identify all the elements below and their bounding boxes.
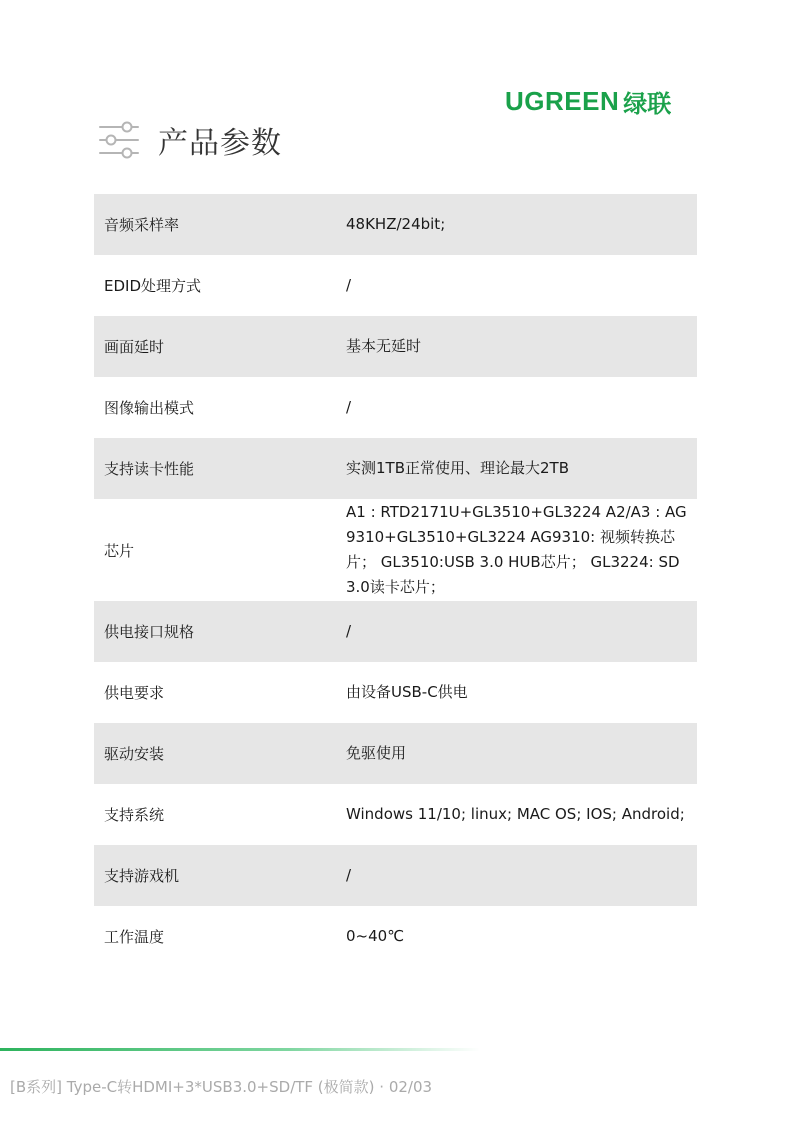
spec-value: / xyxy=(346,866,352,884)
filter-sliders-icon xyxy=(98,120,140,160)
spec-label: 供电接口规格 xyxy=(104,623,195,641)
spec-row-power-requirement xyxy=(94,662,697,723)
spec-value: Windows 11/10; linux; MAC OS; IOS; Android; xyxy=(346,805,685,823)
spec-row-output-mode xyxy=(94,377,697,438)
section-header xyxy=(98,118,282,162)
spec-value: 实测1TB正常使用、理论最大2TB xyxy=(346,459,569,477)
logo-text-en: UGREEN xyxy=(505,86,620,116)
spec-row-temperature xyxy=(94,906,697,967)
logo-text-cn: 绿联 xyxy=(623,90,672,118)
spec-label: EDID处理方式 xyxy=(104,277,202,295)
spec-row-driver xyxy=(94,723,697,784)
spec-label: 音频采样率 xyxy=(104,216,180,234)
spec-row-power-port xyxy=(94,601,697,662)
spec-row-edid xyxy=(94,255,697,316)
spec-label: 工作温度 xyxy=(104,928,165,946)
ugreen-logo xyxy=(505,84,671,119)
spec-label: 芯片 xyxy=(104,541,135,560)
page-title: 产品参数 xyxy=(158,126,282,161)
spec-value: 48KHZ/24bit; xyxy=(346,215,446,233)
spec-label: 驱动安装 xyxy=(104,745,165,763)
spec-value: 由设备USB-C供电 xyxy=(346,683,468,701)
spec-label: 支持游戏机 xyxy=(104,867,180,885)
spec-value: / xyxy=(346,398,352,416)
spec-row-latency xyxy=(94,316,697,377)
spec-value: 免驱使用 xyxy=(346,744,407,762)
spec-value: / xyxy=(346,622,352,640)
spec-row-game-console xyxy=(94,845,697,906)
spec-value: 0~40℃ xyxy=(346,927,405,945)
spec-label: 供电要求 xyxy=(104,684,165,702)
spec-label: 画面延时 xyxy=(104,338,165,356)
spec-value: / xyxy=(346,276,352,294)
spec-label: 支持系统 xyxy=(104,806,165,824)
spec-row-card-reader xyxy=(94,438,697,499)
footer-caption: [B系列] Type-C转HDMI+3*USB3.0+SD/TF (极简款) · 02/03 xyxy=(10,1078,433,1096)
spec-row-os xyxy=(94,784,697,845)
spec-value: A1 : RTD2171U+GL3510+GL3224 A2/A3 : AG9310+GL3510+GL3224 AG9310: 视频转换芯片； GL3510:USB 3.0 HUB芯片； GL3224: SD3.0读卡芯片； xyxy=(346,503,687,596)
spec-row-audio-sample-rate xyxy=(94,194,697,255)
spec-label: 支持读卡性能 xyxy=(104,460,195,478)
spec-row-chip xyxy=(94,499,697,601)
footer-divider xyxy=(0,1048,480,1051)
spec-value: 基本无延时 xyxy=(346,337,422,355)
spec-label: 图像输出模式 xyxy=(104,399,195,417)
spec-table xyxy=(94,194,697,967)
